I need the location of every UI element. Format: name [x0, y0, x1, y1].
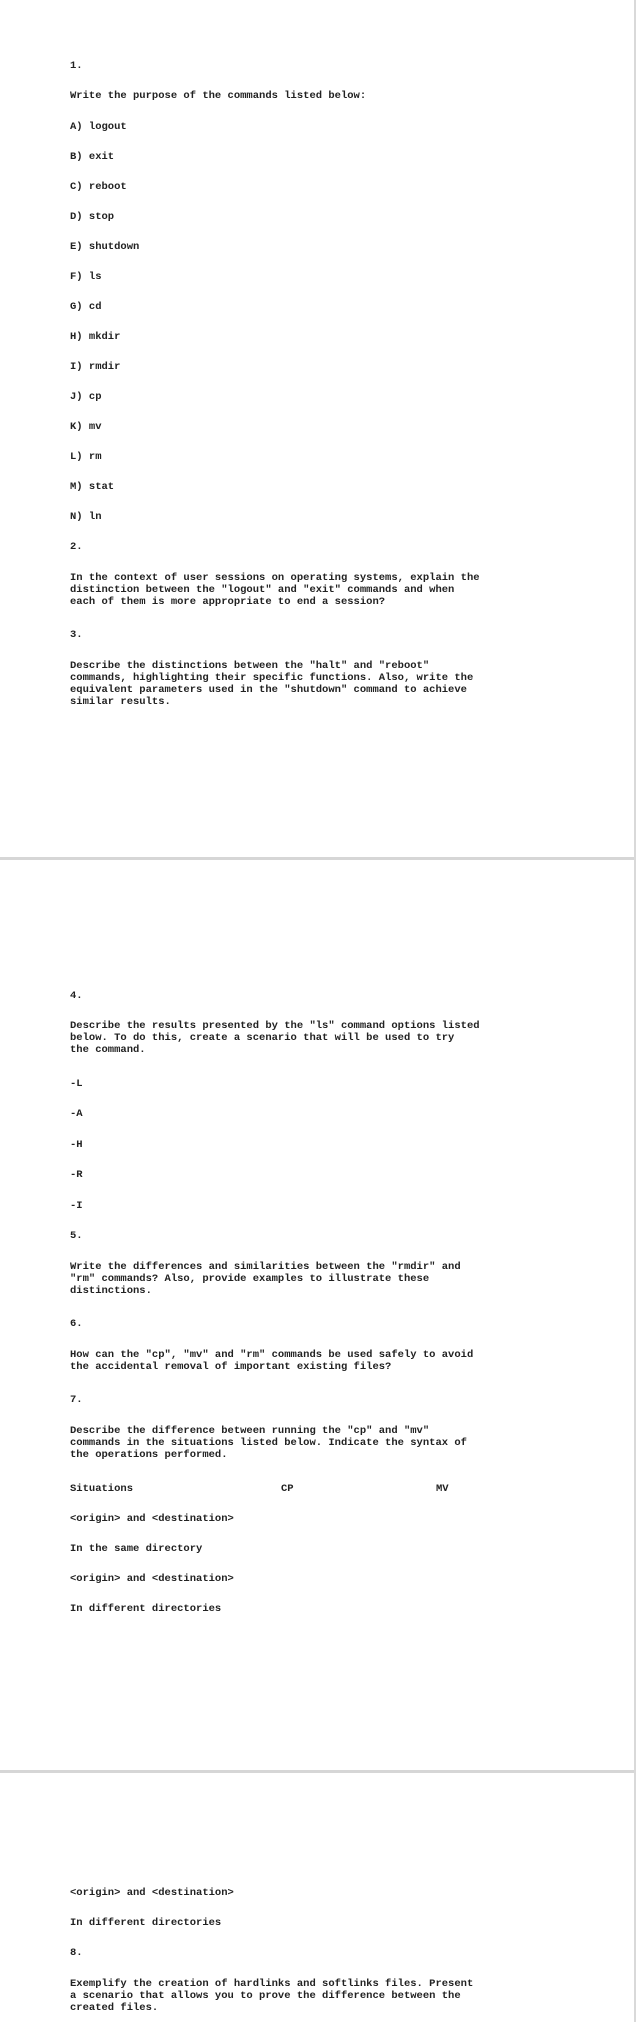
- page-3: [0, 1773, 634, 2022]
- table-row-situation: In the same directory: [70, 1543, 203, 1555]
- question-text-line: commands in the situations listed below. Indicate the syntax of: [70, 1437, 467, 1449]
- command-item: D) stop: [70, 211, 115, 223]
- question-number: 5.: [70, 1230, 83, 1242]
- question-number: 6.: [70, 1318, 83, 1330]
- command-item: G) cd: [70, 301, 102, 313]
- command-item: B) exit: [70, 151, 115, 163]
- command-item: C) reboot: [70, 181, 127, 193]
- question-text-line: a scenario that allows you to prove the difference between the: [70, 1990, 461, 2002]
- table-header-cp: CP: [281, 1483, 294, 1495]
- question-text-line: Describe the difference between running the "cp" and "mv": [70, 1425, 430, 1437]
- command-item: A) logout: [70, 121, 127, 133]
- table-row-situation: In different directories: [70, 1917, 222, 1929]
- command-item: L) rm: [70, 451, 102, 463]
- question-text-line: similar results.: [70, 696, 171, 708]
- page-1: [0, 0, 634, 858]
- command-item: H) mkdir: [70, 331, 121, 343]
- ls-option: -A: [70, 1108, 83, 1120]
- ls-option: -L: [70, 1078, 83, 1090]
- table-row-situation: <origin> and <destination>: [70, 1513, 234, 1525]
- table-header-mv: MV: [436, 1483, 449, 1495]
- question-text-line: "rm" commands? Also, provide examples to illustrate these: [70, 1273, 430, 1285]
- command-item: E) shutdown: [70, 241, 140, 253]
- question-text-line: Write the differences and similarities between the "rmdir" and: [70, 1261, 461, 1273]
- command-item: F) ls: [70, 271, 102, 283]
- table-header-situations: Situations: [70, 1483, 134, 1495]
- question-number: 1.: [70, 60, 83, 72]
- question-text-line: the command.: [70, 1044, 146, 1056]
- question-number: 3.: [70, 629, 83, 641]
- ls-option: -H: [70, 1139, 83, 1151]
- question-number: 2.: [70, 541, 83, 553]
- question-text-line: created files.: [70, 2002, 159, 2014]
- question-number: 4.: [70, 990, 83, 1002]
- page-2: [0, 860, 634, 1771]
- question-text-line: each of them is more appropriate to end a session?: [70, 596, 386, 608]
- question-text-line: the accidental removal of important existing files?: [70, 1361, 392, 1373]
- command-item: J) cp: [70, 391, 102, 403]
- command-item: I) rmdir: [70, 361, 121, 373]
- ls-option: -R: [70, 1169, 83, 1181]
- question-text-line: Exemplify the creation of hardlinks and softlinks files. Present: [70, 1978, 474, 1990]
- table-row-situation: <origin> and <destination>: [70, 1887, 234, 1899]
- question-text-line: distinction between the "logout" and "exit" commands and when: [70, 584, 455, 596]
- question-text-line: distinctions.: [70, 1285, 152, 1297]
- question-text: Write the purpose of the commands listed below:: [70, 90, 367, 102]
- question-text-line: Describe the distinctions between the "halt" and "reboot": [70, 660, 430, 672]
- question-text-line: below. To do this, create a scenario that will be used to try: [70, 1032, 455, 1044]
- question-text-line: the operations performed.: [70, 1449, 228, 1461]
- question-text-line: commands, highlighting their specific functions. Also, write the: [70, 672, 474, 684]
- table-row-situation: In different directories: [70, 1603, 222, 1615]
- question-number: 7.: [70, 1394, 83, 1406]
- command-item: K) mv: [70, 421, 102, 433]
- question-number: 8.: [70, 1947, 83, 1959]
- ls-option: -I: [70, 1200, 83, 1212]
- table-row-situation: <origin> and <destination>: [70, 1573, 234, 1585]
- command-item: N) ln: [70, 511, 102, 523]
- question-text-line: Describe the results presented by the "ls" command options listed: [70, 1020, 480, 1032]
- command-item: M) stat: [70, 481, 115, 493]
- question-text-line: In the context of user sessions on operating systems, explain the: [70, 572, 480, 584]
- question-text-line: How can the "cp", "mv" and "rm" commands be used safely to avoid: [70, 1349, 474, 1361]
- question-text-line: equivalent parameters used in the "shutdown" command to achieve: [70, 684, 467, 696]
